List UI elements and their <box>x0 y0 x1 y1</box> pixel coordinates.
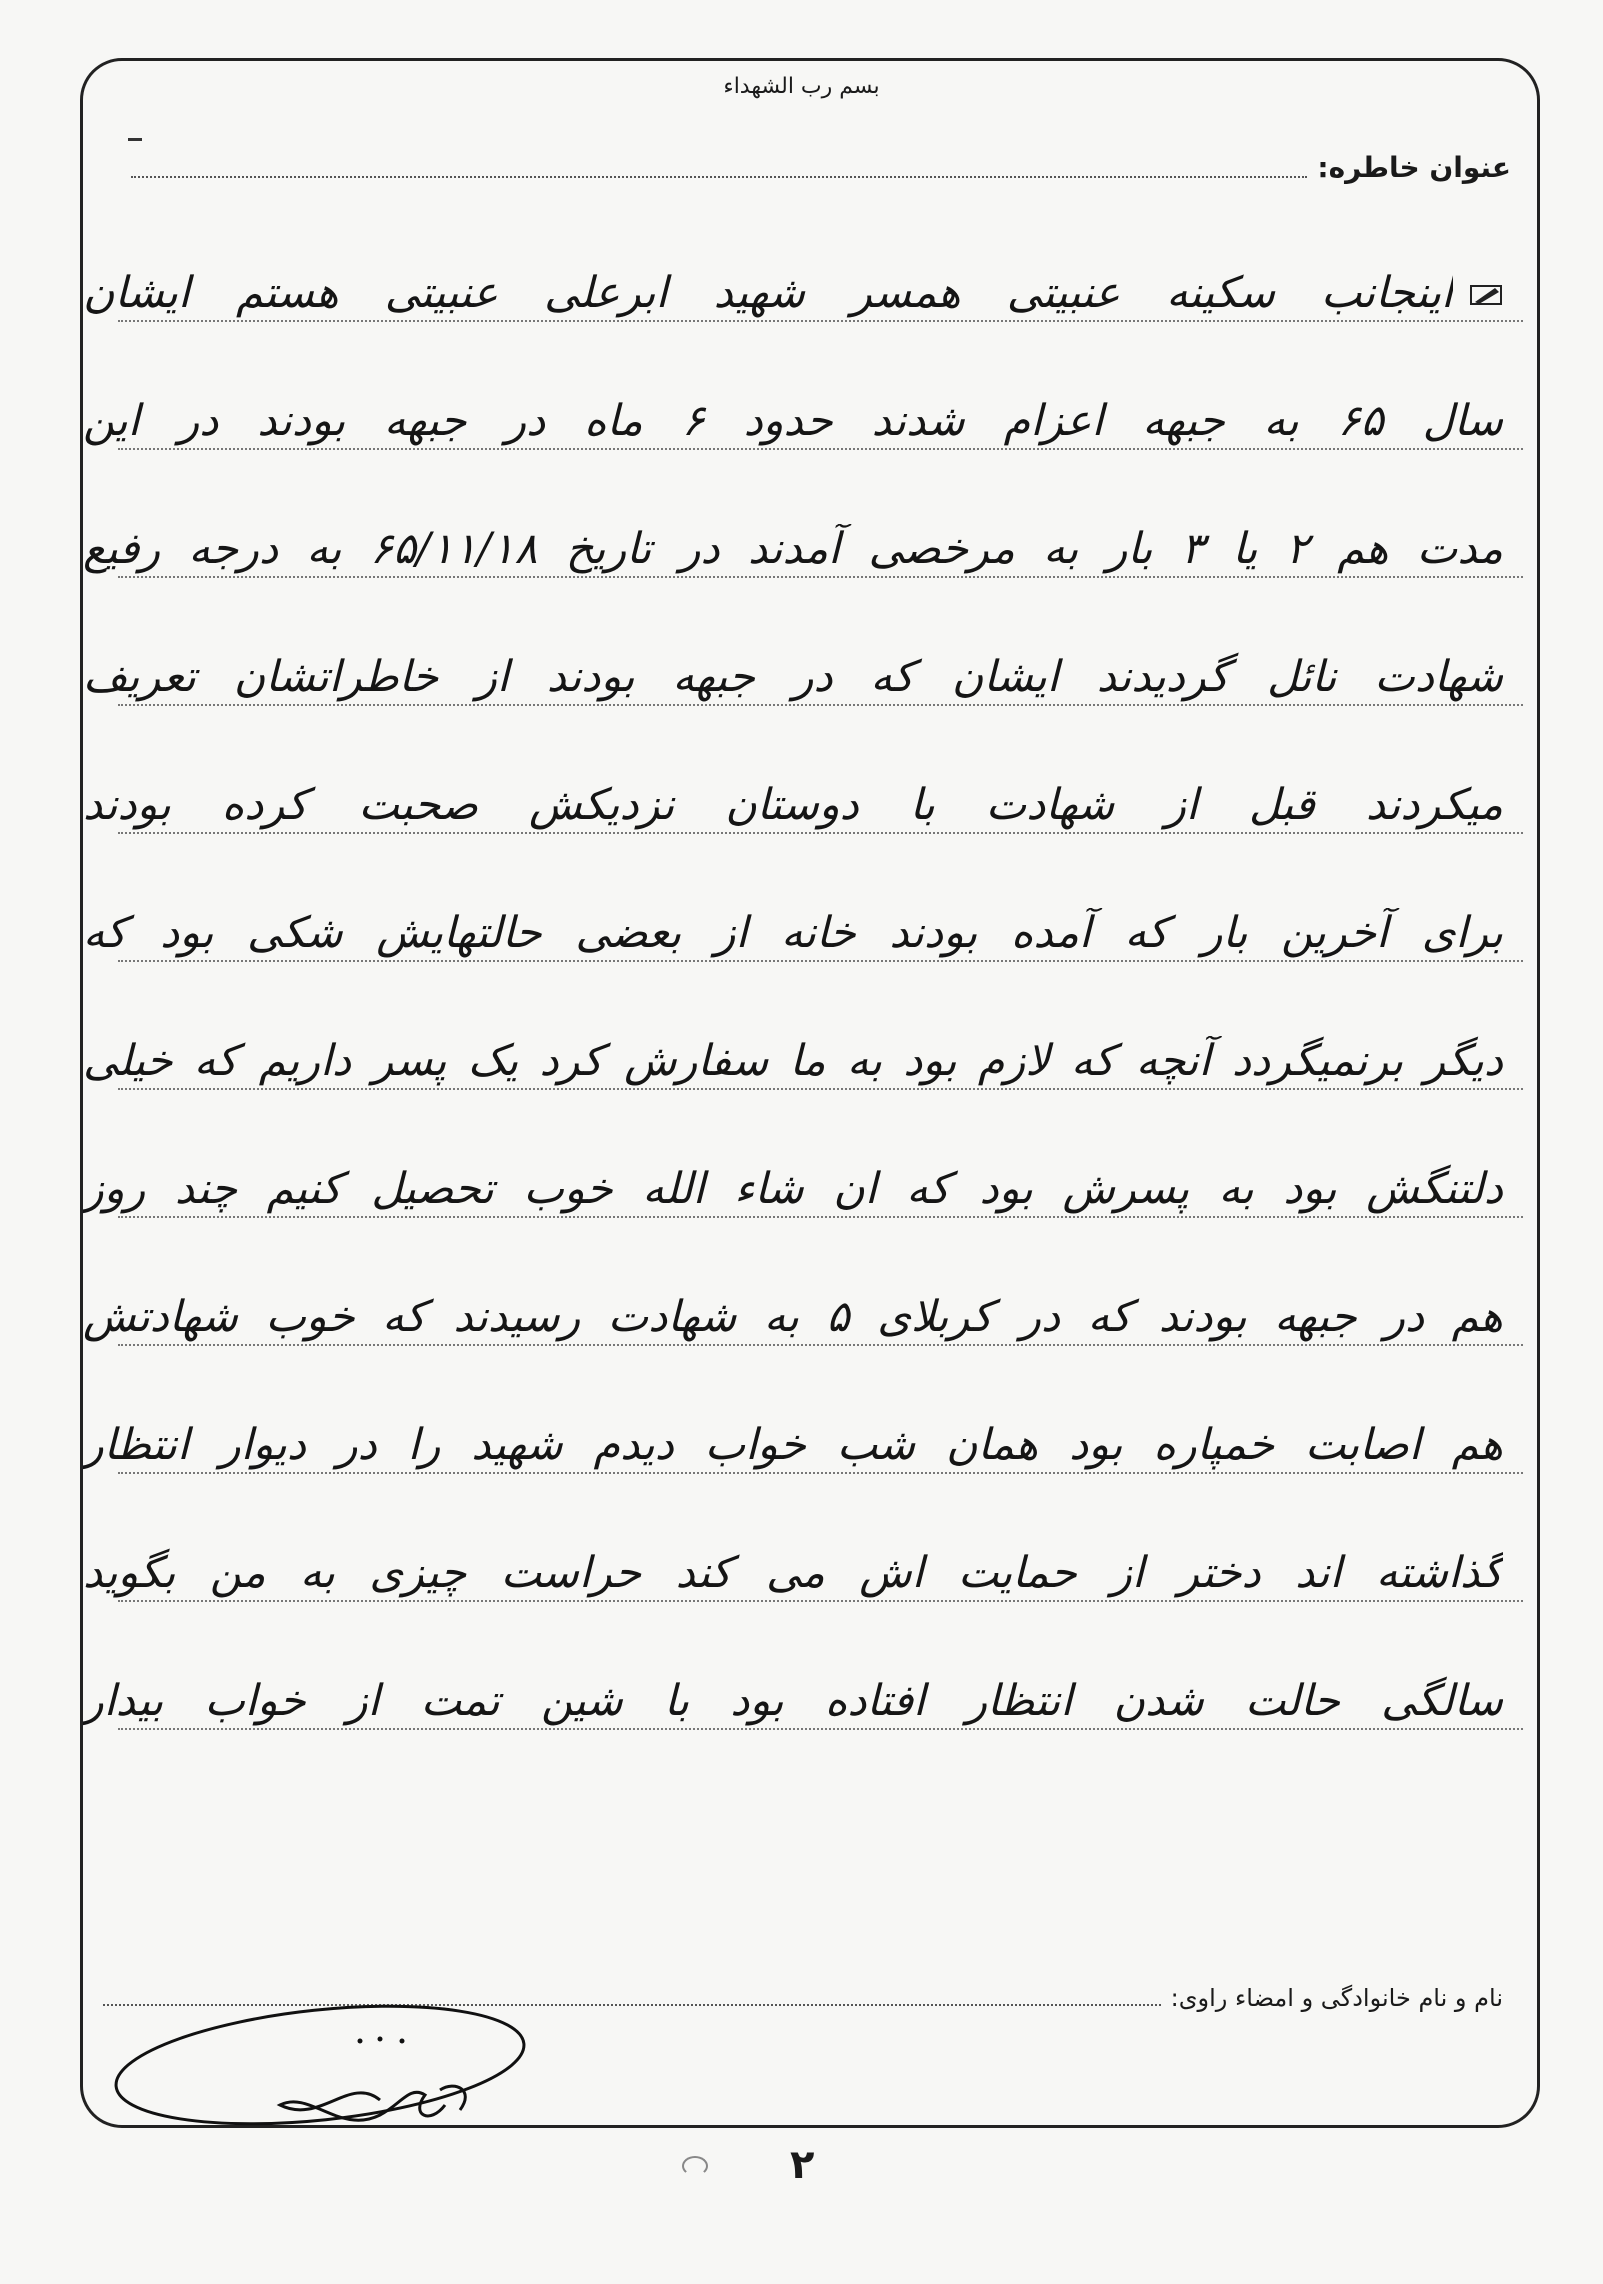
memory-title-row <box>111 140 1511 184</box>
dotted-rule <box>118 448 1523 450</box>
handwritten-line: گذاشته اند دختر از حمایت اش می کند حراست چیزی به من بگوید <box>83 1548 1503 1598</box>
handwritten-line: سال ۶۵ به جبهه اعزام شدند حدود ۶ ماه در جبهه بودند در این <box>83 396 1503 446</box>
handwritten-line: هم اصابت خمپاره بود همان شب خواب دیدم شهید را در دیوار انتظار <box>83 1420 1503 1470</box>
handwritten-line: میکردند قبل از شهادت با دوستان نزدیکش صحبت کرده بودند <box>83 780 1503 830</box>
handwritten-line: برای آخرین بار که آمده بودند خانه از بعضی حالتهایش شکی بود که <box>83 908 1503 958</box>
dotted-rule <box>118 1344 1523 1346</box>
handwritten-line: مدت هم ۲ یا ۳ بار به مرخصی آمدند در تاریخ ۶۵/۱۱/۱۸ به درجه رفیع <box>83 524 1503 574</box>
handwritten-line: سالگی حالت شدن انتظار افتاده بود با شین تمت از خواب بیدار <box>83 1676 1503 1726</box>
dotted-rule <box>118 1216 1523 1218</box>
handwritten-line: شهادت نائل گردیدند ایشان که در جبهه بودند از خاطراتشان تعریف <box>83 652 1503 702</box>
handwritten-line: اینجانب سکینه عنبیتی همسر شهید ابرعلی عنبیتی هستم ایشان <box>83 268 1453 318</box>
dotted-rule <box>118 320 1523 322</box>
pencil-icon <box>1469 282 1503 308</box>
page-header-title: بسم رب الشهداء <box>723 74 880 99</box>
dotted-rule <box>118 1600 1523 1602</box>
page-number: ۲ <box>790 2142 815 2188</box>
memory-title-label: عنوان خاطره: <box>1317 151 1511 184</box>
dotted-rule <box>118 832 1523 834</box>
signature-icon <box>80 1995 620 2145</box>
handwritten-line: دلتنگش بود به پسرش بود که ان شاء الله خوب تحصیل کنیم چند روز <box>83 1164 1503 1214</box>
dotted-rule <box>118 1728 1523 1730</box>
handwritten-line: دیگر برنمیگردد آنچه که لازم بود به ما سفارش کرد یک پسر داریم که خیلی <box>83 1036 1503 1086</box>
dotted-rule <box>118 960 1523 962</box>
dotted-rule <box>118 1472 1523 1474</box>
narrator-label: نام و نام خانوادگی و امضاء راوی: <box>1170 1984 1503 2012</box>
punch-hole-mark <box>682 2156 708 2176</box>
dotted-rule <box>118 1088 1523 1090</box>
memory-title-dotted-line <box>131 176 1307 178</box>
dotted-rule <box>118 704 1523 706</box>
handwritten-line: هم در جبهه بودند که در کربلای ۵ به شهادت رسیدند که خوب شهادتش <box>83 1292 1503 1342</box>
dotted-rule <box>118 576 1523 578</box>
